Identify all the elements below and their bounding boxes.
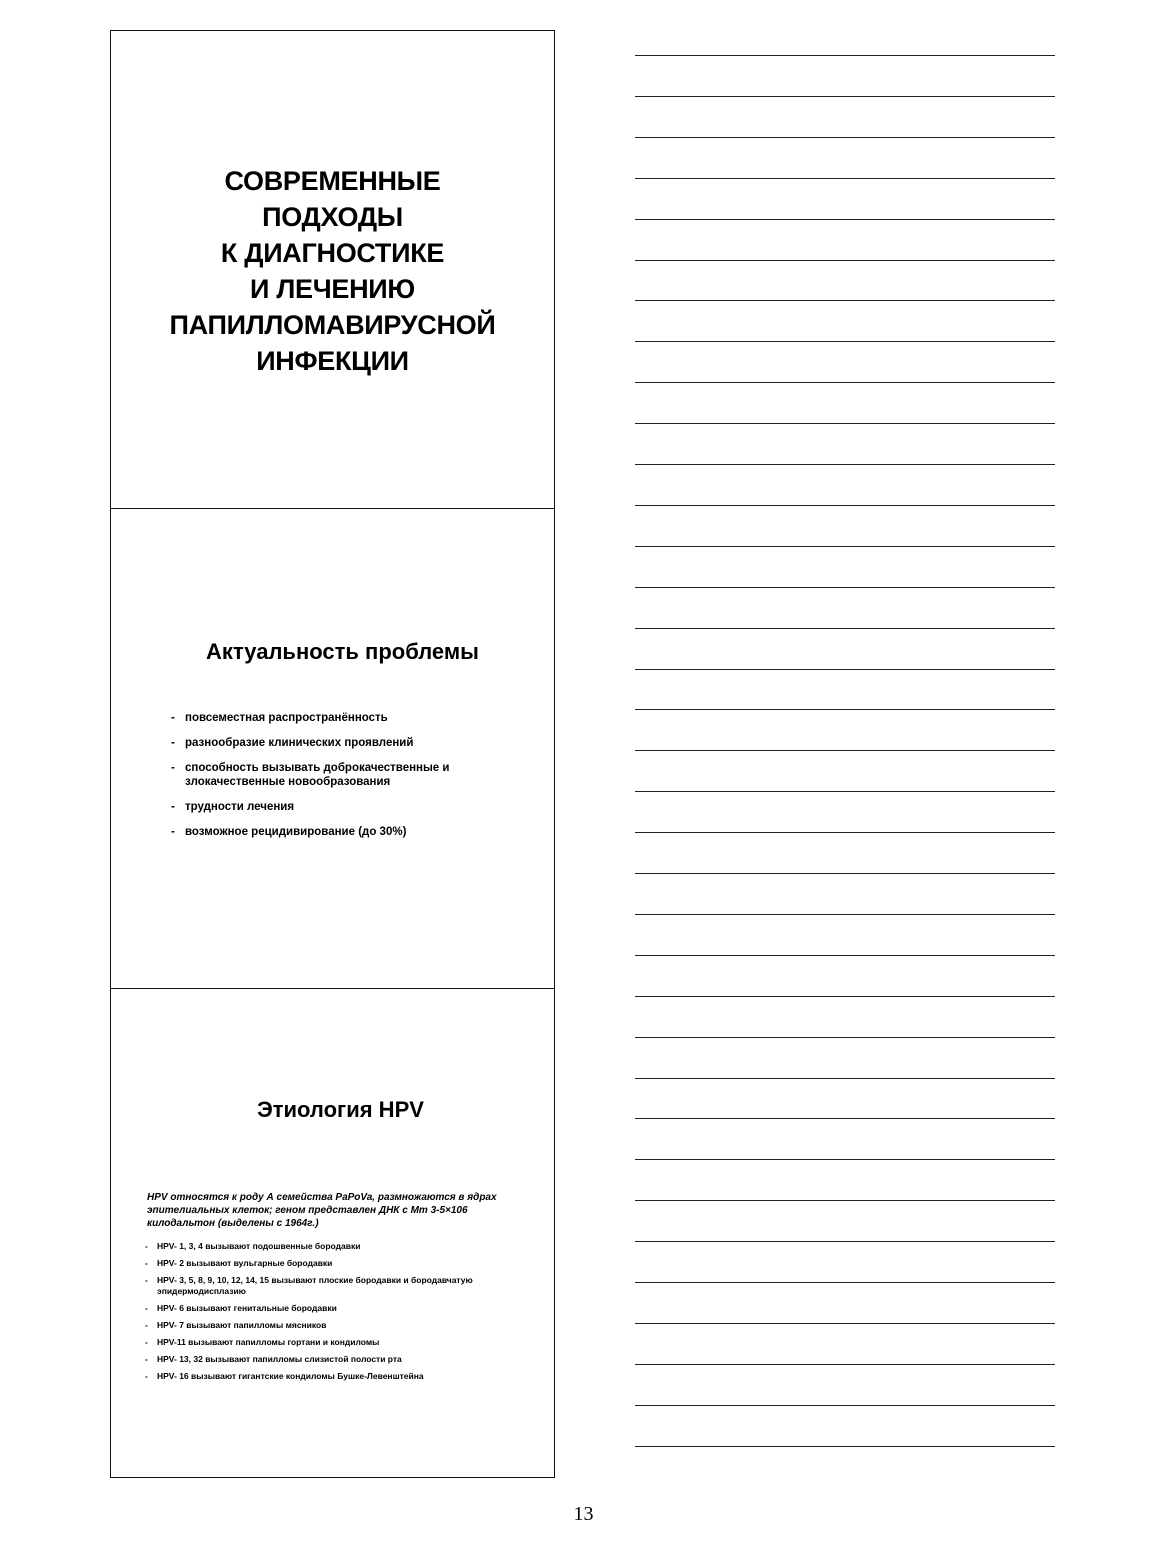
list-item: - HPV- 3, 5, 8, 9, 10, 12, 14, 15 вызывают плоские бородавки и бородавчатую эпидермодисплазию xyxy=(145,1275,515,1297)
note-line xyxy=(635,1364,1055,1365)
list-item: - HPV- 7 вызывают папилломы мясников xyxy=(145,1320,515,1331)
note-line xyxy=(635,505,1055,506)
bullet-list xyxy=(145,1241,515,1388)
list-item: - HPV- 13, 32 вызывают папилломы слизистой полости рта xyxy=(145,1354,515,1365)
note-line xyxy=(635,996,1055,997)
note-line xyxy=(635,341,1055,342)
note-line xyxy=(635,791,1055,792)
note-line xyxy=(635,137,1055,138)
slide-title-heading xyxy=(111,163,554,379)
list-item: - повсеместная распространённость xyxy=(171,711,531,725)
note-line xyxy=(635,1118,1055,1119)
note-line xyxy=(635,1323,1055,1324)
list-item: - HPV- 2 вызывают вульгарные бородавки xyxy=(145,1258,515,1269)
note-line xyxy=(635,669,1055,670)
slide-title xyxy=(111,31,554,509)
title-line: СОВРЕМЕННЫЕ xyxy=(224,166,441,196)
bullet-list xyxy=(171,711,531,850)
note-line xyxy=(635,1037,1055,1038)
list-item: - HPV- 16 вызывают гигантские кондиломы Бушке-Левенштейна xyxy=(145,1371,515,1382)
list-item: - HPV- 1, 3, 4 вызывают подошвенные бородавки xyxy=(145,1241,515,1252)
list-item: - HPV- 6 вызывают генитальные бородавки xyxy=(145,1303,515,1314)
note-line xyxy=(635,382,1055,383)
note-line xyxy=(635,219,1055,220)
note-line xyxy=(635,914,1055,915)
note-line xyxy=(635,1200,1055,1201)
note-line xyxy=(635,955,1055,956)
note-line xyxy=(635,96,1055,97)
note-line xyxy=(635,1241,1055,1242)
note-line xyxy=(635,832,1055,833)
note-line xyxy=(635,750,1055,751)
note-line xyxy=(635,546,1055,547)
title-line: ИНФЕКЦИИ xyxy=(256,346,409,376)
title-line: ПОДХОДЫ xyxy=(262,202,403,232)
note-line xyxy=(635,260,1055,261)
title-line: И ЛЕЧЕНИЮ xyxy=(250,274,415,304)
list-item: - способность вызывать доброкачественные и злокачественные новообразования xyxy=(171,761,531,789)
slide-heading: Этиология HPV xyxy=(257,1097,424,1122)
handout-slides xyxy=(110,30,555,1478)
note-line xyxy=(635,873,1055,874)
page-number: 13 xyxy=(573,1503,594,1525)
note-line xyxy=(635,1078,1055,1079)
intro-paragraph: HPV относятся к роду А семейства PaPoVa, размножаются в ядрах эпителиальных клеток; геном представлен ДНК с Мm 3-5×106 килодальтон (выделены с 1964г.) xyxy=(147,1192,497,1229)
list-item: - разнообразие клинических проявлений xyxy=(171,736,531,750)
note-line xyxy=(635,1405,1055,1406)
slide-etiology xyxy=(111,989,554,1479)
list-item: - возможное рецидивирование (до 30%) xyxy=(171,825,531,839)
title-line: К ДИАГНОСТИКЕ xyxy=(220,238,445,268)
note-line xyxy=(635,1159,1055,1160)
list-item: - HPV-11 вызывают папилломы гортани и кондиломы xyxy=(145,1337,515,1348)
note-line xyxy=(635,464,1055,465)
note-line xyxy=(635,423,1055,424)
slide-relevance xyxy=(111,509,554,989)
note-line xyxy=(635,178,1055,179)
note-line xyxy=(635,628,1055,629)
note-line xyxy=(635,709,1055,710)
note-line xyxy=(635,55,1055,56)
note-line xyxy=(635,300,1055,301)
list-item: - трудности лечения xyxy=(171,800,531,814)
note-line xyxy=(635,587,1055,588)
title-line: ПАПИЛЛОМАВИРУСНОЙ xyxy=(169,310,496,340)
slide-heading: Актуальность проблемы xyxy=(206,639,479,664)
note-line xyxy=(635,1282,1055,1283)
note-line xyxy=(635,1446,1055,1447)
